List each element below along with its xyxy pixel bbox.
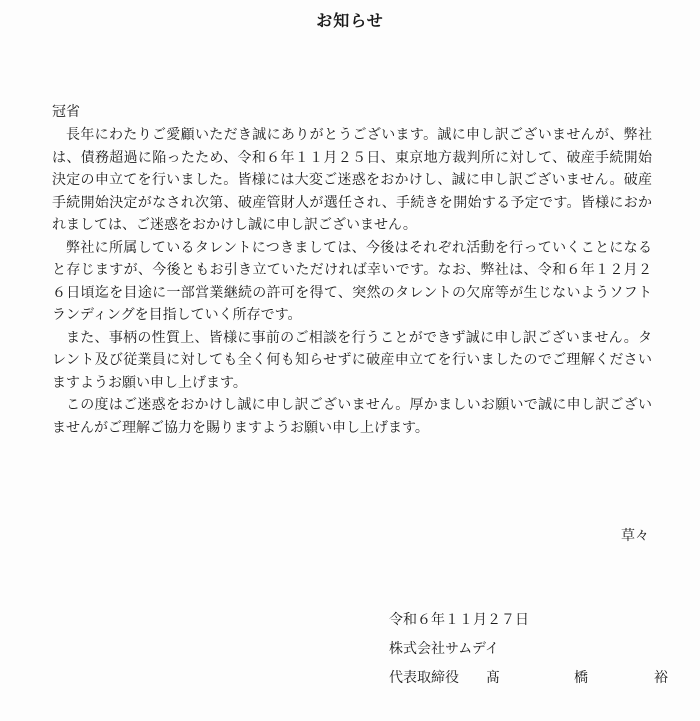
representative-name-part: 髙 — [486, 670, 500, 686]
body-paragraph: この度はご迷惑をおかけし誠に申し訳ございません。厚かましいお願いで誠に申し訳ございませんがご理解ご協力を賜りますようお願い申し上げます。 — [52, 397, 652, 436]
document-title: お知らせ — [316, 11, 384, 30]
signature-block — [389, 606, 671, 693]
document-body — [52, 124, 652, 439]
signature-representative — [389, 664, 671, 693]
salutation: 冠省 — [52, 104, 80, 120]
body-paragraph: 弊社に所属しているタレントにつきましては、今後はそれぞれ活動を行っていくことになると存じますが、今後ともお引き立ていただければ幸いです。なお、弊社は、令和６年１２月２６日頃迄を目途に一部営業継続の許可を得て、突然のタレントの欠席等が生じないようソフトランディングを目指していく所存です。 — [52, 239, 652, 323]
representative-title: 代表取締役 — [389, 670, 459, 686]
representative-name — [486, 664, 671, 693]
representative-name-part: 裕 — [654, 670, 668, 686]
body-paragraph: 長年にわたりご愛顧いただき誠にありがとうございます。誠に申し訳ございませんが、弊社は、債務超過に陥ったため、令和６年１１月２５日、東京地方裁判所に対して、破産手続開始決定の申立てを行いました。皆様には大変ご迷惑をおかけし、誠に申し訳ございません。破産手続開始決定がなされ次第、破産管財人が選任され、手続きを開始する予定です。皆様におかれましては、ご迷惑をおかけし誠に申し訳ございません。 — [52, 127, 652, 233]
body-paragraph: また、事柄の性質上、皆様に事前のご相談を行うことができず誠に申し訳ございません。タレント及び従業員に対しても全く何も知らせずに破産申立てを行いましたのでご理解くださいますようお願い申し上げます。 — [52, 329, 652, 391]
closing-phrase: 草々 — [621, 528, 649, 544]
signature-company: 株式会社サムデイ — [389, 641, 500, 657]
representative-name-part: 橋 — [574, 670, 588, 686]
signature-date: 令和６年１１月２７日 — [389, 612, 529, 628]
